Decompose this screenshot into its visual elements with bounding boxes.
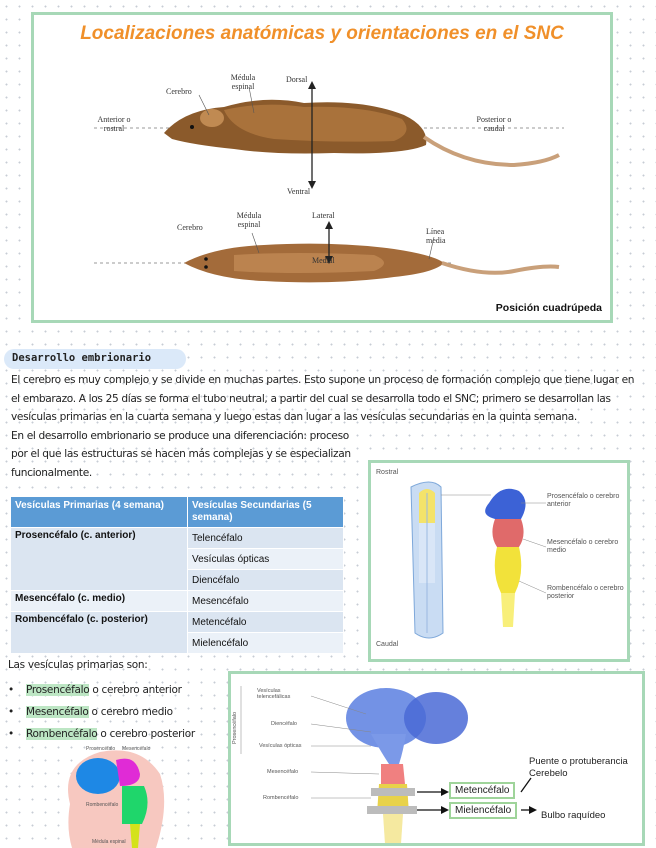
label-linea-media: Línea media [426,227,446,245]
label-diencefalo: Diencéfalo [271,721,297,727]
paragraph: El cerebro es muy complejo y se divide en muchas partes. Esto supone un proceso de formación complejo que tiene lugar en el embarazo. A los 25 días se forma el tubo neutral, a partir del cual se desarrolla todo el SNC; primero se desarrollan las vesículas primarias en la cuarta semana y luego estas dan lugar a las vesículas secundarias en la quinta semana. [11,374,635,424]
section-heading: Desarrollo embrionario [12,352,152,364]
table-cell: Metencéfalo [188,612,344,633]
label-bulbo: Bulbo raquídeo [541,810,606,821]
brain-sketch [60,744,172,848]
label-cerebelo: Cerebelo [529,768,568,779]
label-vesiculas-telen: Vesículas telencefálicas [257,688,291,700]
table-header: Vesículas Secundarias (5 semana) [188,497,344,528]
label-mesencefalo: Mesencéfalo o cerebro medio [547,539,619,554]
table-cell-primary: Prosencéfalo (c. anterior) [11,528,188,591]
rat-illustrations [34,15,610,320]
table-cell: Vesículas ópticas [188,549,344,570]
list-item: • Prosencéfalo o cerebro anterior [8,684,182,696]
label-medial: Medial [312,256,335,265]
label-puente: Puente o protuberancia [529,756,628,767]
label-cerebro: Cerebro [166,87,192,96]
vesicles-figure [368,460,630,662]
figure-caption: Posición cuadrúpeda [495,302,602,314]
paragraph: En el desarrollo embrionario se produce una diferenciación: proceso por el que las estructuras se hacen más complejas y se especializan funcionalmente. [11,429,351,479]
table-row [11,528,344,549]
label-posterior: Posterior o caudal [476,115,512,133]
sketch-label-medula: Médula espinal [92,839,126,845]
label-medula-2: Médula espinal [236,211,262,229]
figure-title: Localizaciones anatómicas y orientaciones en el SNC [80,23,564,44]
sketch-label-rombencefalo: Rombencéfalo [86,802,119,808]
label-caudal: Caudal [376,641,399,648]
orientation-figure [31,12,613,323]
list-item: • Mesencéfalo o cerebro medio [8,706,173,718]
label-dorsal: Dorsal [286,75,308,84]
vesiculas-table [10,496,344,654]
label-rostral: Rostral [376,469,399,476]
table-cell: Mielencéfalo [188,633,344,654]
table-cell: Telencéfalo [188,528,344,549]
label-medula: Médula espinal [230,73,256,91]
metencefalo-box: Metencéfalo [449,782,515,799]
list-intro: Las vesículas primarias son: [8,659,148,671]
table-cell-primary: Mesencéfalo (c. medio) [11,591,188,612]
table-row [11,612,344,633]
label-vesiculas-opticas: Vesículas ópticas [259,743,302,749]
table-header: Vesículas Primarias (4 semana) [11,497,188,528]
table-cell: Diencéfalo [188,570,344,591]
label-prosencefalo: Prosencéfalo o cerebro anterior [547,493,620,508]
label-lateral: Lateral [312,211,335,220]
table-cell: Mesencéfalo [188,591,344,612]
label-mesencefalo-b: Mesencéfalo [267,769,299,775]
sketch-label-prosencefalo: Prosencéfalo [86,746,116,752]
label-rombencefalo: Rombencéfalo o cerebro posterior [547,585,624,600]
label-prosencefalo-vertical: Prosencéfalo [232,711,238,744]
label-cerebro-2: Cerebro [177,223,203,232]
label-ventral: Ventral [287,187,311,196]
label-anterior: Anterior o rostral [97,115,131,133]
table-cell-primary: Rombencéfalo (c. posterior) [11,612,188,654]
label-rombencefalo-b: Rombencéfalo [263,795,299,801]
mielencefalo-box: Mielencéfalo [449,802,517,819]
sketch-label-mesencefalo: Mesencéfalo [122,746,151,752]
list-item: • Rombencéfalo o cerebro posterior [8,728,195,740]
table-row [11,591,344,612]
secondary-vesicles-figure [228,671,645,846]
